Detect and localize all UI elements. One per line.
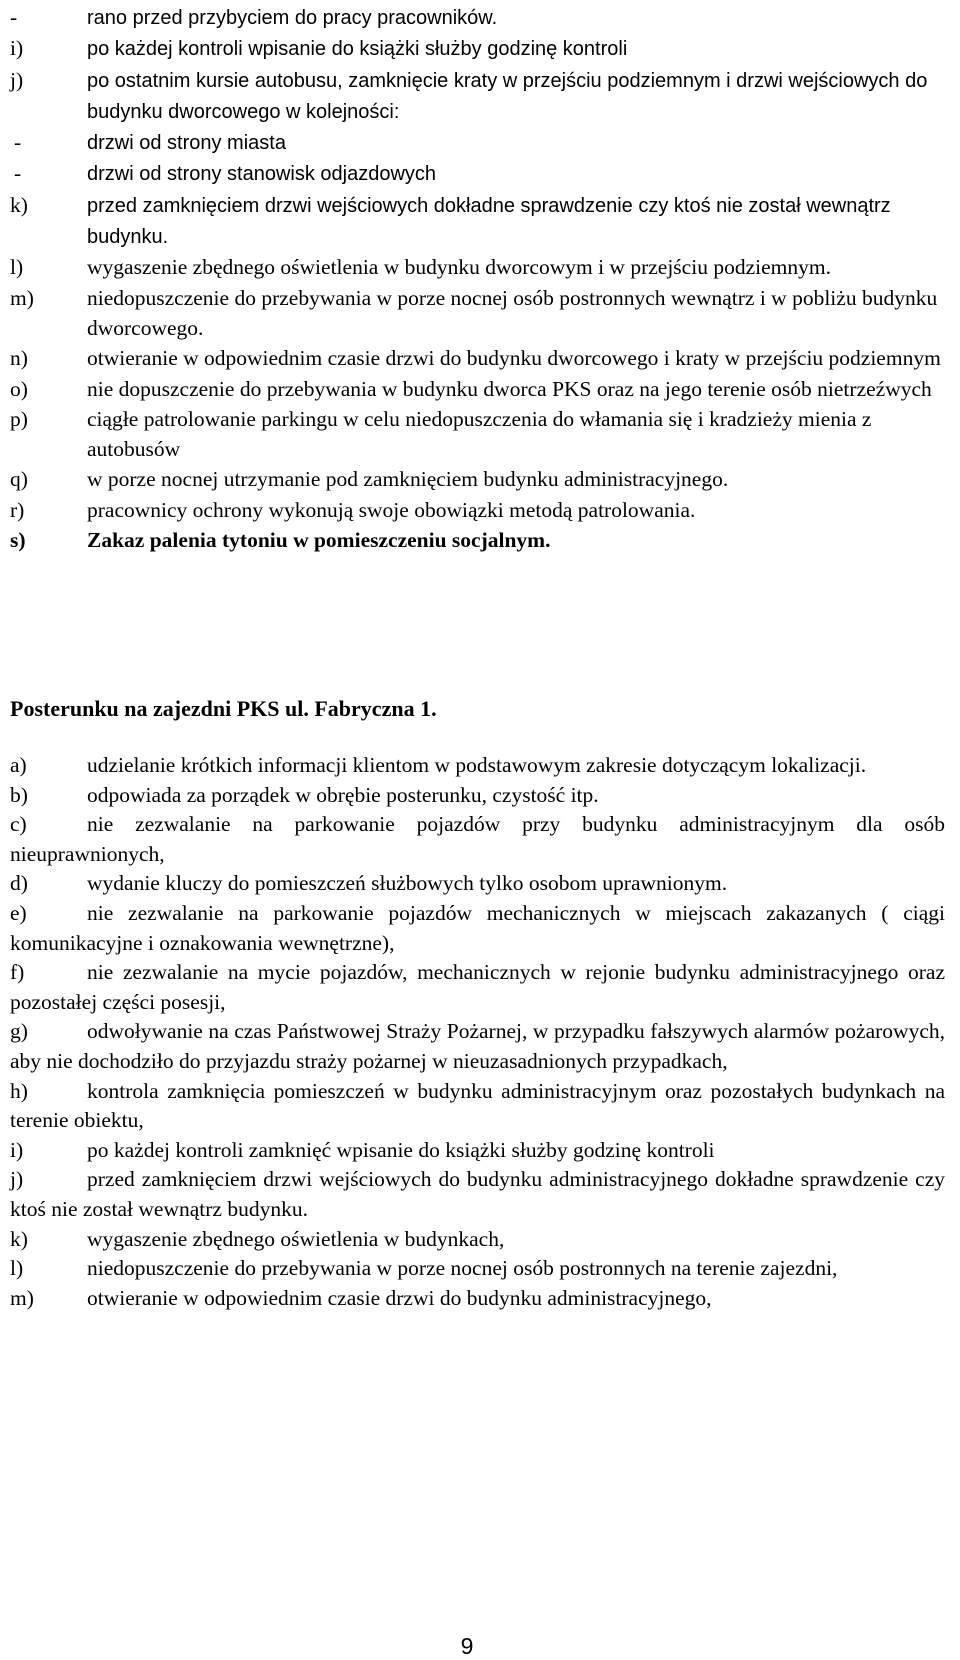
list-item-label: r): [10, 497, 25, 522]
list-item-text: nie zezwalanie na parkowanie pojazdów przy budynku administracyjnym dla osób nieuprawnionych,: [10, 812, 945, 866]
list-item: [10, 495, 945, 525]
list-item-label: c): [10, 812, 27, 837]
list-item: [10, 1136, 945, 1166]
section-heading: Posterunku na zajezdni PKS ul. Fabryczna 1.: [10, 696, 437, 721]
list-item-text: Zakaz palenia tytoniu w pomieszczeniu socjalnym.: [87, 528, 551, 553]
list-item-label: -: [10, 5, 18, 29]
list-item: [10, 1017, 945, 1076]
list-item: [10, 65, 945, 128]
list-duties-depot: [10, 751, 945, 1313]
list-item-label: k): [10, 192, 28, 217]
list-item: [10, 751, 945, 781]
list-item-text: wydanie kluczy do pomieszczeń służbowych tylko osobom uprawnionym.: [87, 871, 728, 896]
list-item-text: pracownicy ochrony wykonują swoje obowiązki metodą patrolowania.: [87, 497, 696, 522]
list-item-text: wygaszenie zbędnego oświetlenia w budynku dworcowym i w przejściu podziemnym.: [87, 255, 831, 280]
list-item: [10, 781, 945, 811]
list-item-label: i): [10, 36, 24, 61]
list-item-label: e): [10, 900, 27, 925]
list-item-label: k): [10, 1226, 28, 1251]
list-item: [10, 343, 945, 373]
list-item-label: j): [10, 1167, 24, 1192]
list-item-text: kontrola zamknięcia pomieszczeń w budynku administracyjnym oraz pozostałych budynkach na terenie obiektu,: [10, 1078, 945, 1133]
list-item: [10, 1284, 945, 1314]
list-item-label: m): [10, 1285, 34, 1310]
list-item: [10, 283, 945, 344]
list-item-text: udzielanie krótkich informacji klientom w podstawowym zakresie dotyczącym lokalizacji.: [87, 753, 867, 777]
list-item: [10, 1225, 945, 1255]
list-item: [10, 1165, 945, 1224]
list-item: [10, 464, 945, 494]
list-item-label: m): [10, 285, 34, 310]
list-item: [10, 158, 945, 189]
list-item: [10, 869, 945, 899]
list-item: [10, 190, 945, 253]
list-item-label: a): [10, 753, 27, 777]
list-item-text: otwieranie w odpowiednim czasie drzwi do budynku administracyjnego,: [87, 1285, 712, 1310]
list-item: [10, 127, 945, 158]
list-item-text: otwieranie w odpowiednim czasie drzwi do budynku dworcowego i kraty w przejściu podziemnym: [87, 346, 941, 371]
list-item-text: odpowiada za porządek w obrębie posterunku, czystość itp.: [87, 782, 599, 807]
list-item: [10, 810, 945, 869]
list-item: [10, 33, 945, 64]
list-item-text: po ostatnim kursie autobusu, zamknięcie kraty w przejściu podziemnym i drzwi wejściowych do budynku dworcowego w kolejności:: [87, 69, 928, 123]
list-item-label: n): [10, 346, 28, 371]
list-item-label: j): [10, 67, 24, 92]
list-item-text: niedopuszczenie do przebywania w porze nocnej osób postronnych na terenie zajezdni,: [87, 1256, 838, 1281]
list-item-label: d): [10, 871, 28, 896]
list-item-label: l): [10, 1256, 24, 1281]
list-item-label: q): [10, 467, 28, 492]
list-item-text: przed zamknięciem drzwi wejściowych dokładne sprawdzenie czy ktoś nie został wewnątrz budynku.: [87, 194, 891, 249]
list-item: [10, 252, 945, 282]
list-item: [10, 525, 945, 555]
list-duties-station: [10, 2, 945, 555]
list-item-text: wygaszenie zbędnego oświetlenia w budynkach,: [87, 1226, 505, 1251]
list-item-label: f): [10, 960, 25, 985]
list-item-label: o): [10, 376, 28, 401]
list-item-text: nie dopuszczenie do przebywania w budynku dworca PKS oraz na jego terenie osób nietrzeźwych: [87, 376, 932, 401]
list-item: [10, 404, 945, 465]
list-item-text: nie zezwalanie na mycie pojazdów, mechanicznych w rejonie budynku administracyjnego oraz pozostałej części posesji,: [10, 960, 945, 1014]
list-item-text: przed zamknięciem drzwi wejściowych do budynku administracyjnego dokładne sprawdzenie czy ktoś nie został wewnątrz budynku.: [10, 1167, 945, 1221]
list-item: [10, 1077, 945, 1136]
list-item: [10, 899, 945, 958]
list-item-label: g): [10, 1019, 28, 1044]
list-item: [10, 1254, 945, 1284]
list-item-text: ciągłe patrolowanie parkingu w celu niedopuszczenia do włamania się i kradzieży mienia z autobusów: [87, 406, 872, 462]
list-item-label: p): [10, 406, 28, 431]
list-item-text: drzwi od strony stanowisk odjazdowych: [87, 163, 437, 186]
page-number: 9: [460, 1633, 474, 1659]
list-item-text: po każdej kontroli zamknięć wpisanie do książki służby godzinę kontroli: [87, 1137, 715, 1162]
list-item-label: b): [10, 782, 28, 807]
list-item-text: nie zezwalanie na parkowanie pojazdów mechanicznych w miejscach zakazanych ( ciągi komunikacyjne i oznakowania wewnętrzne),: [10, 900, 945, 955]
list-item-text: odwoływanie na czas Państwowej Straży Pożarnej, w przypadku fałszywych alarmów pożarowych, aby nie dochodziło do przyjazdu straży pożarnej w nieuzasadnionych przypadkach,: [10, 1019, 945, 1073]
list-item: [10, 958, 945, 1017]
list-item-text: w porze nocnej utrzymanie pod zamknięciem budynku administracyjnego.: [87, 467, 729, 492]
list-item-label: h): [10, 1078, 28, 1103]
list-item-text: rano przed przybyciem do pracy pracowników.: [87, 7, 498, 29]
list-item: [10, 374, 945, 404]
list-item: [10, 2, 945, 33]
list-item-label: l): [10, 255, 24, 280]
list-item-label: i): [10, 1137, 24, 1162]
list-item-text: drzwi od strony miasta: [87, 132, 286, 155]
list-item-label: s): [10, 528, 26, 553]
list-item-text: po każdej kontroli wpisanie do książki służby godzinę kontroli: [87, 38, 628, 61]
list-item-text: niedopuszczenie do przebywania w porze nocnej osób postronnych wewnątrz i w pobliżu budynku dworcowego.: [87, 285, 938, 340]
list-item-label: -: [14, 130, 22, 155]
list-item-label: -: [14, 161, 22, 186]
